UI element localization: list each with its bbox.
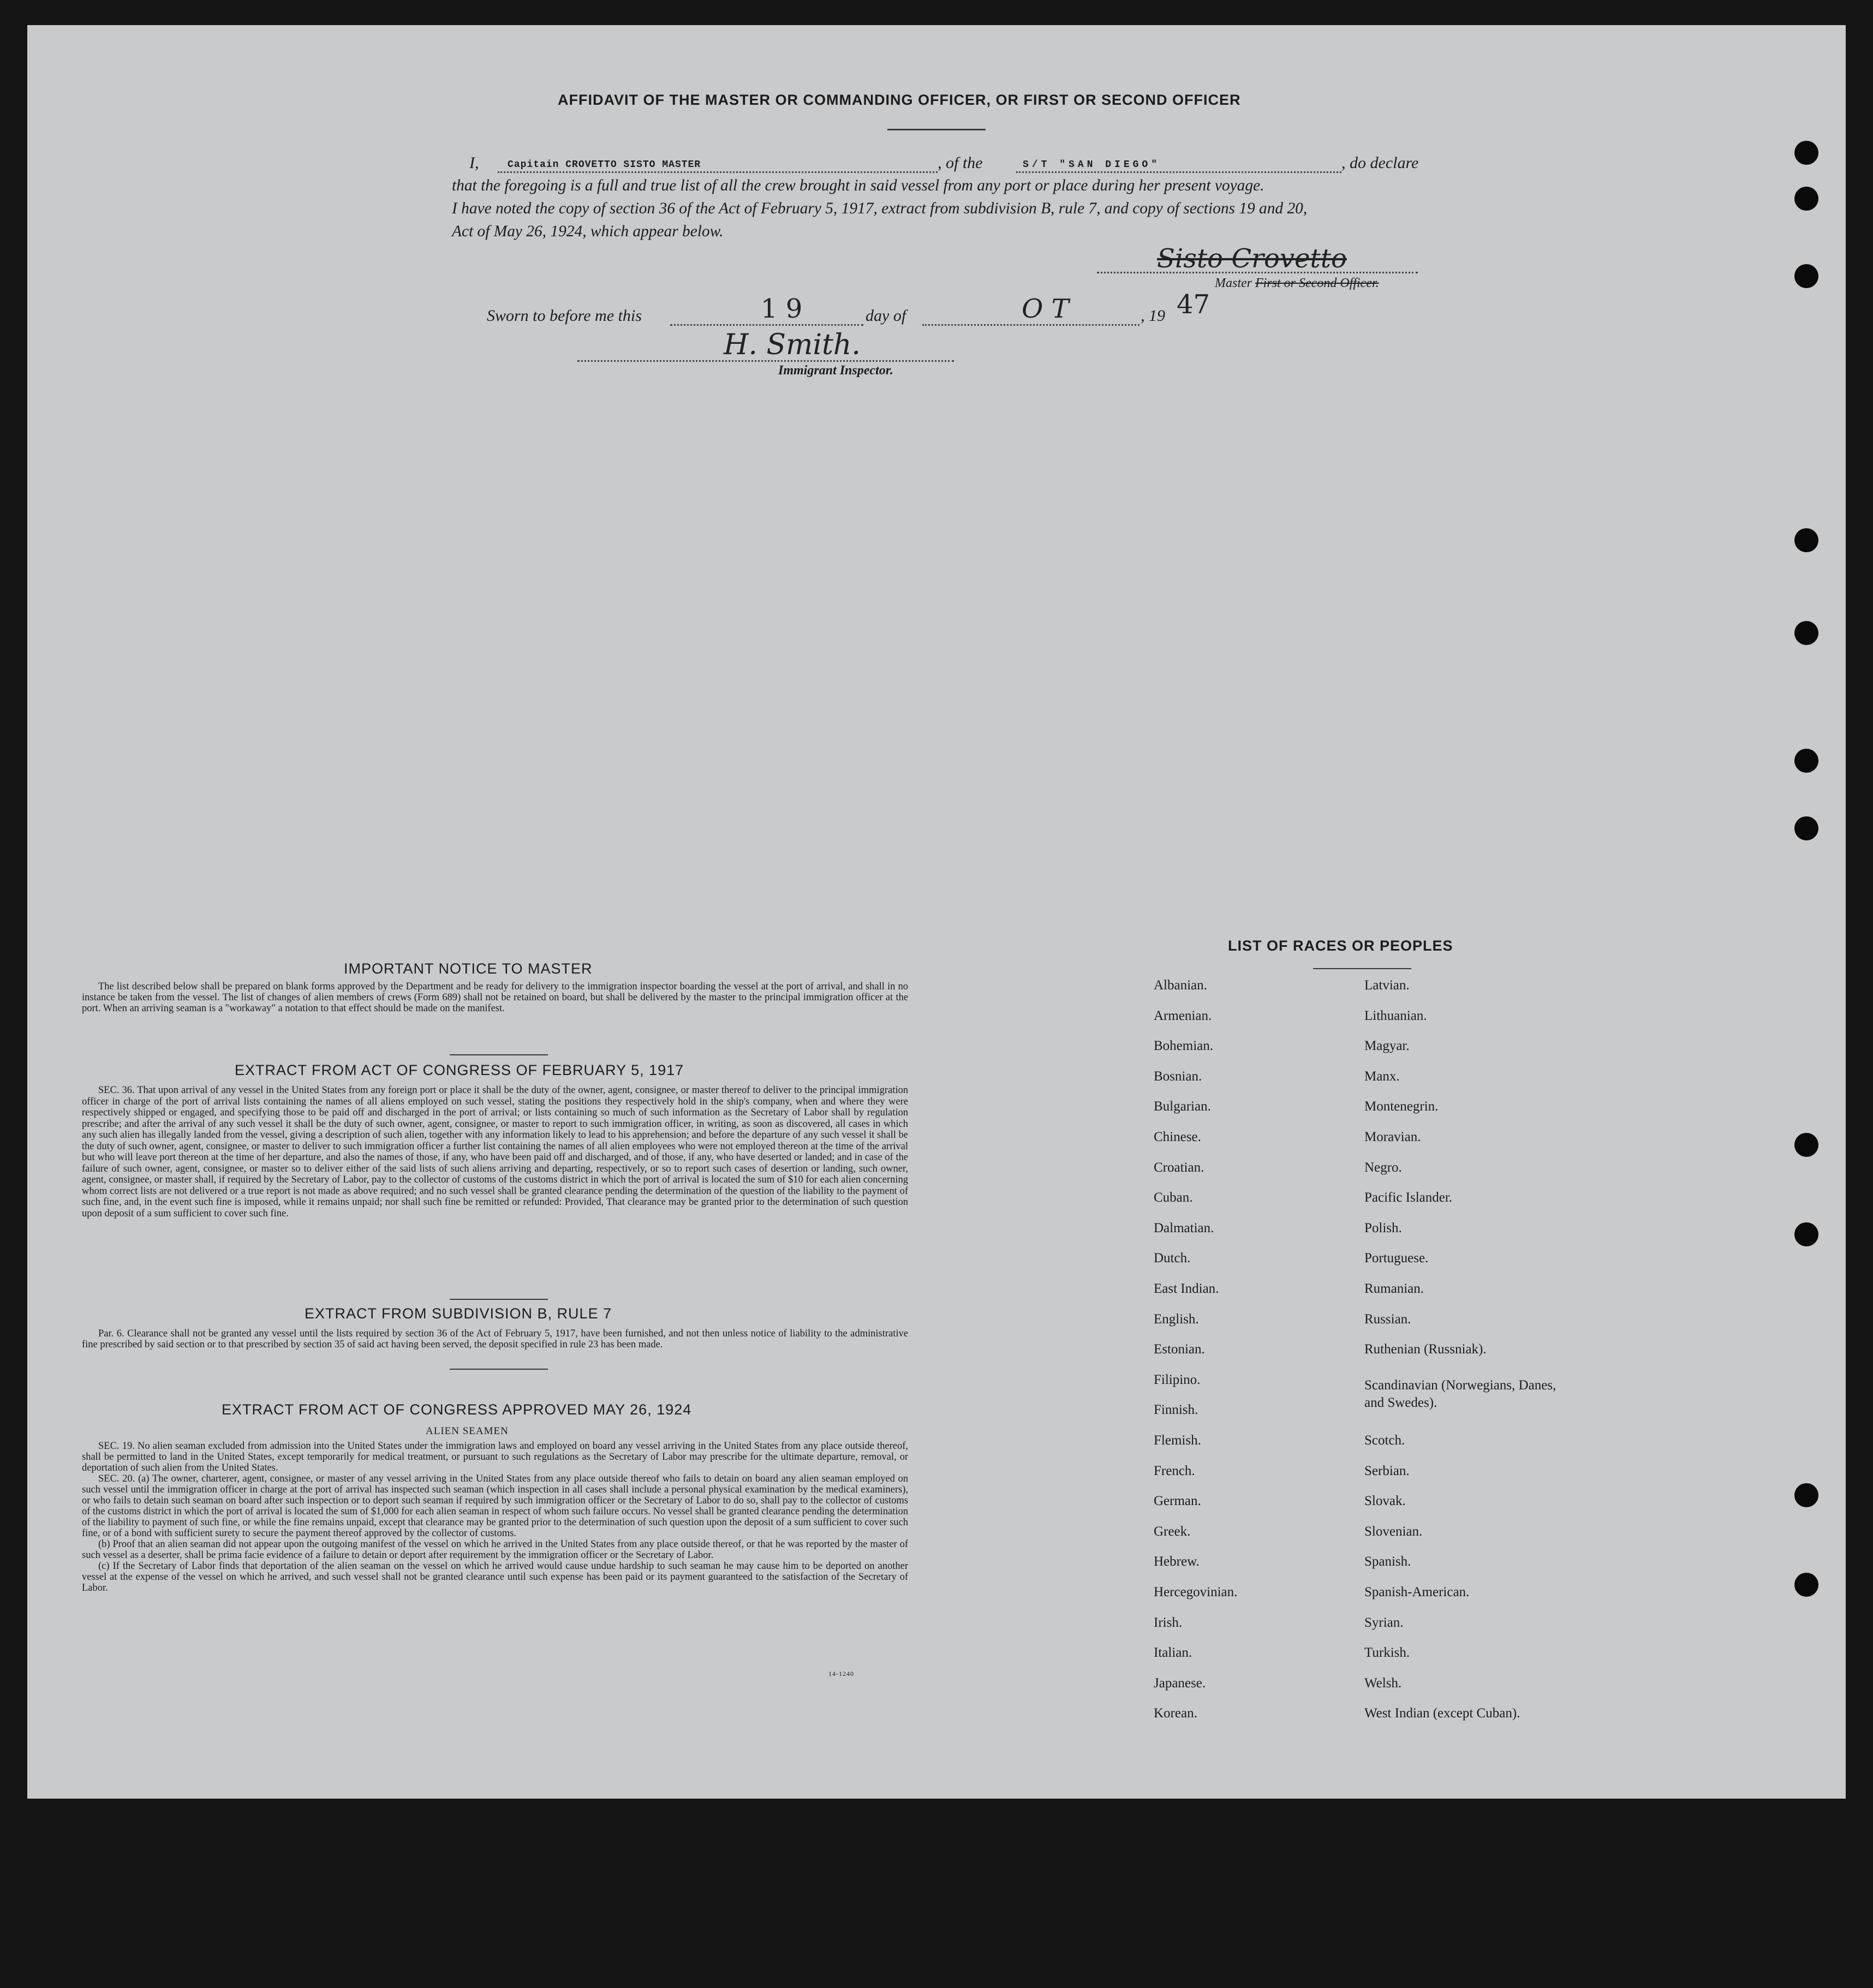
binder-hole [1794,264,1818,288]
race-item: Irish. [1154,1615,1183,1630]
race-item: Estonian. [1154,1342,1205,1357]
binder-hole [1794,1483,1818,1507]
month-line [922,324,1140,326]
do-declare-label: , do declare [1341,154,1419,172]
day-value: 1 9 [761,294,803,324]
binder-hole [1794,1222,1818,1246]
inspector-line [577,360,954,362]
race-item: Flemish. [1154,1433,1201,1448]
race-item: Serbian. [1364,1463,1410,1478]
race-item: Finnish. [1154,1402,1198,1418]
race-item: Welsh. [1364,1675,1402,1691]
signature-line [1097,272,1418,273]
race-item: Latvian. [1364,978,1410,993]
affidavit-line-2: that the foregoing is a full and true list of all the crew brought in said vessel from any port or place during her present voyage. [452,177,1264,194]
year-prefix: , 19 [1141,307,1165,325]
form-sheet [27,25,1846,1799]
title-rule [887,129,986,130]
race-item: Dalmatian. [1154,1220,1214,1235]
extract-1924-text [82,1441,908,1593]
race-item: Ruthenian (Russniak). [1364,1342,1487,1357]
binder-hole [1794,621,1818,645]
extract-rule7-paragraph: Par. 6. Clearance shall not be granted any vessel until the lists required by section 36 of the Act of February 5, 1917, have been furnished, and not then unless notice of liability to the administrative fine prescribed by said section or to that prescribed by section 35 of said act having been served, the deposit specified in rule 23 has been made. [82,1328,908,1350]
affidavit-line-3: I have noted the copy of section 36 of the Act of February 5, 1917, extract from subdivision B, rule 7, and copy of sections 19 and 20, [452,200,1308,217]
race-item: Bohemian. [1154,1038,1214,1054]
inspector-label: Immigrant Inspector. [778,363,893,378]
race-item: Slovak. [1364,1494,1406,1509]
of-the-label: , of the [938,154,983,172]
alien-seamen-subtitle: ALIEN SEAMEN [426,1425,509,1437]
race-item: German. [1154,1494,1201,1509]
race-item: Russian. [1364,1311,1411,1327]
struck-officer-label: First or Second Officer. [1255,276,1379,290]
year-value: 47 [1177,289,1210,320]
race-item: Lithuanian. [1364,1008,1427,1023]
race-item: Moravian. [1364,1130,1421,1144]
notice-title: IMPORTANT NOTICE TO MASTER [344,960,593,977]
master-label: Master [1215,276,1252,290]
sec-20c-paragraph: (c) If the Secretary of Labor finds that deportation of the alien seaman on the vessel on which he arrived would cause undue hardship to such seaman he may cause him to be deported on another vessel at the expense of the vessel on which he arrived, and such vessel shall not be granted clearance until such expense has been paid or its payment guaranteed to the satisfaction of the Secretary of Labor. [82,1561,908,1593]
race-item: Portuguese. [1364,1251,1429,1266]
binder-hole [1794,816,1818,840]
race-item: Spanish-American. [1364,1585,1470,1599]
extract-1924-title: EXTRACT FROM ACT OF CONGRESS APPROVED MAY 26, 1924 [222,1401,692,1418]
master-name-typed: Capitain CROVETTO SISTO MASTER [508,159,701,170]
sec-20b-paragraph: (b) Proof that an alien seaman did not appear upon the outgoing manifest of the vessel on which he arrived in the United States from any place outside thereof, or that he was reported by the master of such vessel as a deserter, shall be prima facie evidence of a failure to detain or deport after requirement by the immigration officer or the Secretary of Labor. [82,1539,908,1561]
race-item: West Indian (except Cuban). [1364,1706,1520,1721]
sec-19-paragraph: SEC. 19. No alien seaman excluded from admission into the United States under the immigration laws and employed on board any vessel arriving in the United States from any place outside thereof, shall be permitted to land in the United States, except temporarily for medical treatment, or pursuant to such regulations as the Secretary of Labor may prescribe for the ultimate departure, removal, or deportation of such alien from the United States. [82,1441,908,1473]
race-item: Negro. [1364,1160,1402,1175]
races-title: LIST OF RACES OR PEOPLES [1228,938,1453,954]
race-item: Hercegovinian. [1154,1585,1238,1599]
extract-rule7-text [82,1328,908,1350]
race-item: Armenian. [1154,1008,1212,1023]
race-item: Chinese. [1154,1130,1201,1144]
sworn-label: Sworn to before me this [487,307,642,325]
sec-20a-paragraph: SEC. 20. (a) The owner, charterer, agent, consignee, or master of any vessel arriving in the United States from any place outside thereof who fails to detain on board any alien seaman employed on such vessel until the immigration officer in charge at the port of arrival has inspected such seaman (which inspection in all cases shall include a personal physical examination by the medical examiners), or who fails to detain such seaman on board after such inspection or to deport such seaman if required by such immigration officer or the Secretary of Labor to do so, shall pay to the collector of customs of the customs district in which the port of arrival is located the sum of $1,000 for each alien seaman in respect of whom such failure occurs. No vessel shall be granted clearance pending the determination of the liability to payment of such fine, or while the fine remains unpaid, except that clearance may be granted prior to the determination of such question upon the deposit of a sum sufficient to cover such fine, or of a bond with sufficient surety to secure the payment thereof approved by the collector of customs. [82,1473,908,1539]
race-item: Polish. [1364,1220,1402,1235]
inspector-signature: H. Smith. [724,329,861,361]
race-item: Slovenian. [1364,1524,1423,1539]
binder-hole [1794,1573,1818,1597]
race-item: English. [1154,1311,1199,1327]
race-item: Turkish. [1364,1645,1410,1661]
race-item: Cuban. [1154,1190,1193,1205]
race-item: Magyar. [1364,1038,1410,1054]
race-item: Scandinavian (Norwegians, Danes, and Swedes). [1364,1377,1556,1410]
vessel-line [1016,171,1341,173]
section-rule [450,1299,548,1300]
day-line [670,324,863,326]
affidavit-line-4: Act of May 26, 1924, which appear below. [452,223,724,240]
form-number: 14-1240 [828,1670,854,1677]
race-item: Filipino. [1154,1372,1201,1387]
section-rule [450,1369,548,1370]
race-item: Manx. [1364,1068,1400,1084]
i-label: I, [469,154,479,172]
race-item: Pacific Islander. [1364,1190,1453,1205]
race-item: Albanian. [1154,978,1207,993]
master-signature: Sisto Crovetto [1157,243,1347,274]
race-item: Bosnian. [1154,1068,1202,1084]
binder-hole [1794,141,1818,165]
affidavit-title: AFFIDAVIT OF THE MASTER OR COMMANDING OFFICER, OR FIRST OR SECOND OFFICER [558,92,1241,108]
extract-1917-text [82,1085,908,1219]
race-item: Croatian. [1154,1160,1204,1175]
race-item: Spanish. [1364,1554,1411,1569]
vessel-name-typed: S/T "SAN DIEGO" [1023,159,1161,170]
name-line [498,171,938,173]
notice-paragraph: The list described below shall be prepared on blank forms approved by the Department and be ready for delivery to the immigration inspector boarding the vessel at the port of arrival, and shall in no instance be taken from the vessel. The list of changes of alien members of crews (Form 689) shall not be retained on board, but shall be delivered by the master to the principal immigration officer at the port. When an arriving seaman is a "workaway" a notation to that effect should be made on the manifest. [82,981,908,1014]
race-item: Syrian. [1364,1615,1404,1630]
race-item: Montenegrin. [1364,1099,1439,1114]
race-item: Dutch. [1154,1251,1191,1266]
binder-hole [1794,187,1818,211]
extract-rule7-title: EXTRACT FROM SUBDIVISION B, RULE 7 [305,1305,612,1322]
section-rule [450,1054,548,1055]
race-item: Italian. [1154,1645,1192,1661]
notice-text [82,981,908,1014]
month-value: O T [1022,294,1069,324]
race-item: Japanese. [1154,1675,1206,1691]
race-item: Scotch. [1364,1433,1405,1448]
binder-hole [1794,528,1818,552]
race-item: Rumanian. [1364,1281,1424,1296]
race-item: Korean. [1154,1706,1197,1721]
extract-1917-title: EXTRACT FROM ACT OF CONGRESS OF FEBRUARY 5, 1917 [235,1062,684,1078]
day-of-label: day of [866,307,906,325]
binder-hole [1794,749,1818,773]
race-item: Hebrew. [1154,1554,1200,1569]
race-item: Bulgarian. [1154,1099,1211,1114]
race-item: French. [1154,1463,1195,1478]
race-item: East Indian. [1154,1281,1219,1296]
extract-1917-paragraph: SEC. 36. That upon arrival of any vessel in the United States from any foreign port or place it shall be the duty of the owner, agent, consignee, or master thereof to deliver to the principal immigration officer in charge of the port of arrival lists containing the names of all aliens employed on such vessel, stating the positions they respectively hold in the ship's company, when and where they were respectively shipped or engaged, and specifying those to be paid off and discharged in the port of arrival; or lists containing so much of such information as the Secretary of Labor shall by regulation prescribe; and after the arrival of any such vessel it shall be the duty of such owner, agent, consignee, or master to report to such immigration officer, in writing, as soon as discovered, all cases in which any such alien has illegally landed from the vessel, giving a description of such alien, together with any information likely to lead to his apprehension; and before the departure of any such vessel it shall be the duty of such owner, agent, consignee, or master to deliver to such immigration officer a further list containing the names of all alien employees who were not employed thereon at the time of the arrival but who will leave port thereon at the time of her departure, and also the names of those, if any, who have been paid off and discharged, and of those, if any, who have deserted or landed; and in case of the failure of such owner, agent, consignee, or master so to deliver either of the said lists of such aliens arriving and departing, respectively, or so to report such cases of desertion or landing, such owner, agent, consignee, or master shall, if required by the Secretary of Labor, pay to the collector of customs of the customs district in which the port of arrival is located the sum of $10 for each alien concerning whom correct lists are not delivered or a true report is not made as above required; and no such vessel shall be granted clearance pending the determination of the question of the liability to the payment of such fine, and, in the event such fine is imposed, while it remains unpaid; nor shall such fine be remitted or refunded: Provided, That clearance may be granted prior to the determination of such question upon deposit of a sum sufficient to cover such fine. [82,1085,909,1219]
binder-hole [1794,1133,1818,1157]
race-item: Greek. [1154,1524,1191,1539]
races-title-rule [1313,968,1411,969]
